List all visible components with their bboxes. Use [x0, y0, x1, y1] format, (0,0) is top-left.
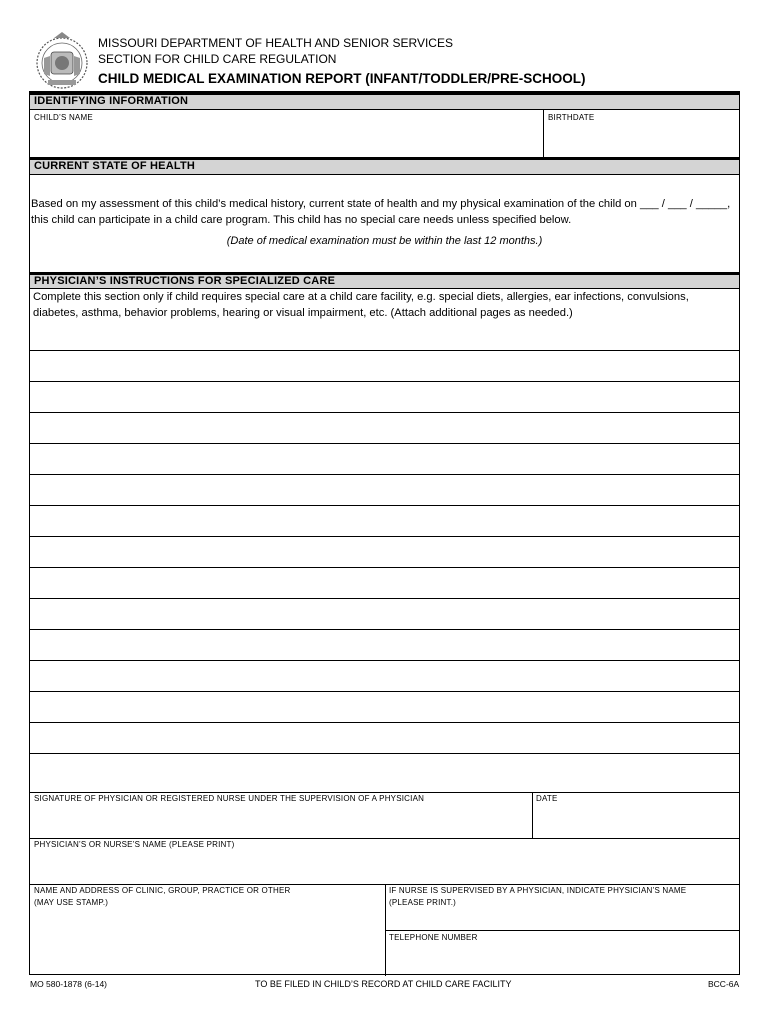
signature-date-field[interactable] [533, 792, 740, 838]
telephone-label: TELEPHONE NUMBER [389, 933, 478, 942]
telephone-field[interactable] [386, 931, 740, 975]
exam-date-field[interactable] [640, 196, 740, 212]
form-number: MO 580-1878 (6-14) [30, 979, 108, 989]
childs-name-field[interactable] [30, 110, 543, 157]
signature-field[interactable] [30, 792, 532, 838]
supervising-physician-print-label: (PLEASE PRINT.) [389, 898, 457, 907]
identifying-heading: IDENTIFYING INFORMATION [30, 92, 739, 110]
department-name: MISSOURI DEPARTMENT OF HEALTH AND SENIOR SERVICES [98, 36, 453, 50]
printed-name-field[interactable] [30, 838, 740, 884]
health-statement-line-2: this child can participate in a child care program. This child has no special care needs unless specified below. [31, 214, 572, 226]
medical-form [29, 91, 740, 975]
health-heading: CURRENT STATE OF HEALTH [30, 157, 739, 175]
health-statement-line-1: Based on my assessment of this child’s medical history, current state of health and my physical examination of the child on ___ / ___ / _____, [31, 198, 731, 210]
specialized-care-instructions-field[interactable] [30, 320, 740, 792]
printed-name-label: PHYSICIAN’S OR NURSE’S NAME (PLEASE PRINT) [34, 840, 235, 849]
exam-date-note: (Date of medical examination must be within the last 12 months.) [226, 235, 543, 247]
instructions-line-2: diabetes, asthma, behavior problems, hearing or visual impairment, etc. (Attach additional pages as needed.) [33, 307, 573, 319]
supervising-physician-label: IF NURSE IS SUPERVISED BY A PHYSICIAN, INDICATE PHYSICIAN’S NAME [389, 886, 687, 895]
clinic-stamp-label: (MAY USE STAMP.) [34, 898, 109, 907]
form-code: BCC-6A [708, 979, 740, 989]
childs-name-label: CHILD’S NAME [34, 113, 93, 122]
clinic-label: NAME AND ADDRESS OF CLINIC, GROUP, PRACTICE OR OTHER [34, 886, 291, 895]
filing-note: TO BE FILED IN CHILD’S RECORD AT CHILD CARE FACILITY [255, 979, 512, 989]
clinic-address-field[interactable] [30, 884, 385, 976]
supervising-physician-field[interactable] [386, 884, 740, 930]
signature-label: SIGNATURE OF PHYSICIAN OR REGISTERED NURSE UNDER THE SUPERVISION OF A PHYSICIAN [34, 794, 425, 803]
section-name: SECTION FOR CHILD CARE REGULATION [98, 52, 337, 66]
missouri-state-seal-icon [34, 30, 90, 92]
form-title: CHILD MEDICAL EXAMINATION REPORT (INFANT/TODDLER/PRE-SCHOOL) [98, 71, 586, 86]
birthdate-field[interactable] [544, 110, 740, 157]
instructions-line-1: Complete this section only if child requires special care at a child care facility, e.g. special diets, allergies, ear infections, convulsions, [33, 291, 689, 303]
date-label: DATE [536, 794, 558, 803]
instructions-heading: PHYSICIAN’S INSTRUCTIONS FOR SPECIALIZED CARE [30, 272, 739, 289]
birthdate-label: BIRTHDATE [548, 113, 595, 122]
